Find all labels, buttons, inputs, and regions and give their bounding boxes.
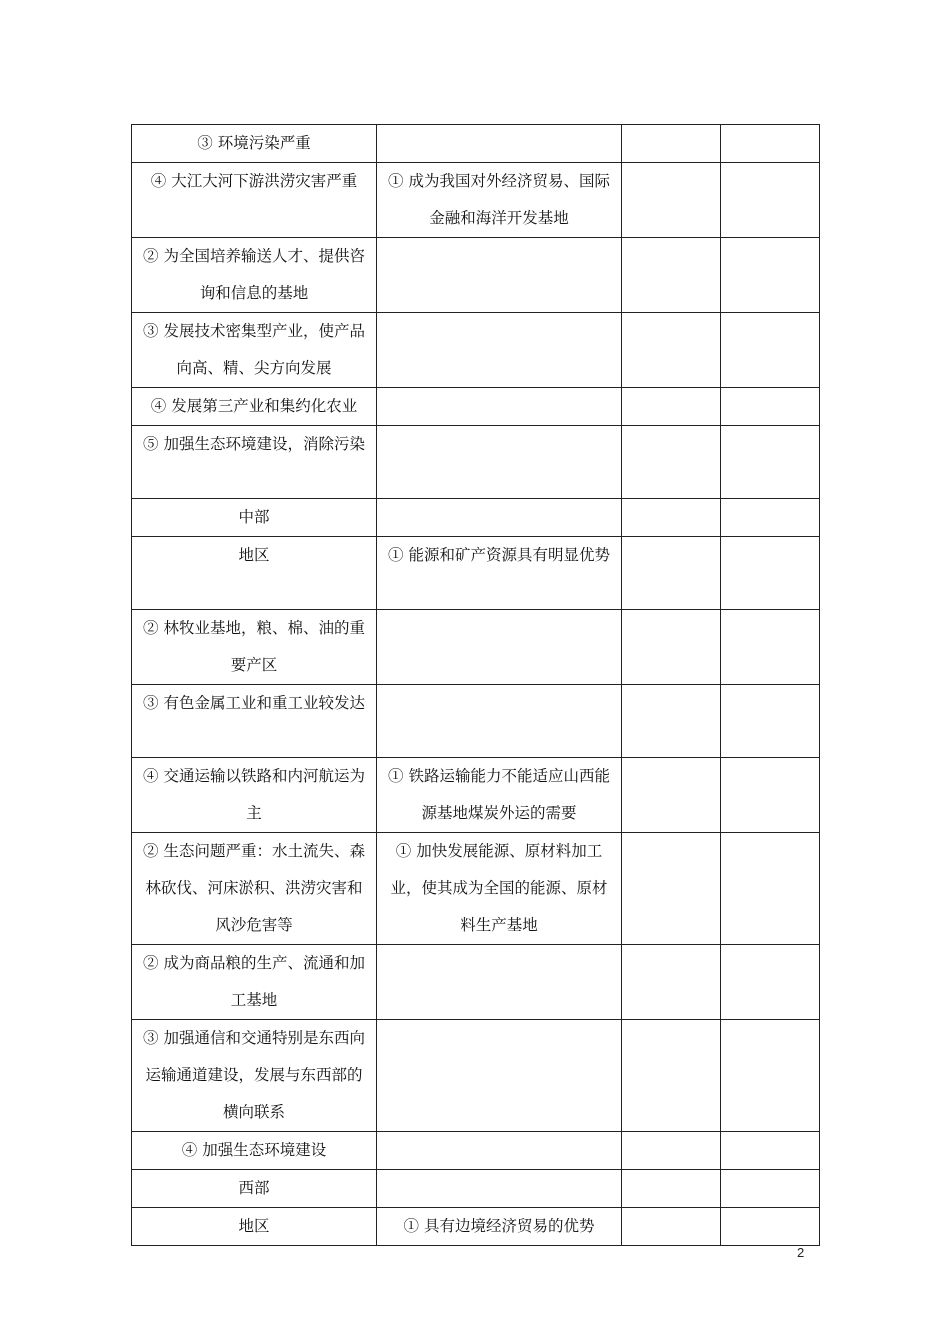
cell-column-1: ② 林牧业基地，粮、棉、油的重要产区 [132, 610, 377, 685]
cell-column-2 [377, 238, 622, 313]
cell-column-3 [622, 685, 721, 758]
table-row [132, 685, 820, 758]
table-row [132, 125, 820, 163]
cell-column-4 [721, 313, 820, 388]
cell-column-2: ① 加快发展能源、原材料加工业，使其成为全国的能源、原材料生产基地 [377, 833, 622, 945]
cell-column-1: ⑤ 加强生态环境建设，消除污染 [132, 426, 377, 499]
cell-column-1: ② 生态问题严重：水土流失、森林砍伐、河床淤积、洪涝灾害和风沙危害等 [132, 833, 377, 945]
cell-column-4 [721, 1020, 820, 1132]
cell-column-1: 中部 [132, 499, 377, 537]
cell-column-4 [721, 610, 820, 685]
cell-column-4 [721, 499, 820, 537]
cell-column-4 [721, 1170, 820, 1208]
cell-column-3 [622, 426, 721, 499]
cell-column-3 [622, 610, 721, 685]
cell-column-1: ④ 发展第三产业和集约化农业 [132, 388, 377, 426]
table-row [132, 1132, 820, 1170]
cell-column-4 [721, 1208, 820, 1246]
cell-column-1: ② 为全国培养输送人才、提供咨询和信息的基地 [132, 238, 377, 313]
cell-column-1: ④ 大江大河下游洪涝灾害严重 [132, 163, 377, 238]
cell-column-2 [377, 125, 622, 163]
cell-column-2: ① 具有边境经济贸易的优势 [377, 1208, 622, 1246]
cell-column-4 [721, 685, 820, 758]
cell-column-2: ① 成为我国对外经济贸易、国际金融和海洋开发基地 [377, 163, 622, 238]
table-row [132, 426, 820, 499]
cell-column-1: 西部 [132, 1170, 377, 1208]
table-row [132, 758, 820, 833]
cell-column-3 [622, 1020, 721, 1132]
cell-column-3 [622, 537, 721, 610]
table-row [132, 833, 820, 945]
cell-column-3 [622, 1132, 721, 1170]
cell-column-2: ① 铁路运输能力不能适应山西能源基地煤炭外运的需要 [377, 758, 622, 833]
cell-column-4 [721, 163, 820, 238]
cell-column-2 [377, 685, 622, 758]
table-row [132, 610, 820, 685]
table-row [132, 499, 820, 537]
cell-column-4 [721, 537, 820, 610]
cell-column-3 [622, 833, 721, 945]
cell-column-2 [377, 945, 622, 1020]
cell-column-1: ② 成为商品粮的生产、流通和加工基地 [132, 945, 377, 1020]
table-row [132, 1020, 820, 1132]
cell-column-3 [622, 163, 721, 238]
cell-column-1: ③ 发展技术密集型产业，使产品向高、精、尖方向发展 [132, 313, 377, 388]
cell-column-1: 地区 [132, 1208, 377, 1246]
page-number: 2 [797, 1245, 805, 1260]
cell-column-2 [377, 610, 622, 685]
table-row [132, 163, 820, 238]
table-row [132, 537, 820, 610]
cell-column-4 [721, 1132, 820, 1170]
cell-column-2 [377, 1132, 622, 1170]
cell-column-4 [721, 125, 820, 163]
cell-column-1: ③ 有色金属工业和重工业较发达 [132, 685, 377, 758]
cell-column-3 [622, 758, 721, 833]
cell-column-1: ④ 交通运输以铁路和内河航运为主 [132, 758, 377, 833]
table-row [132, 388, 820, 426]
cell-column-2 [377, 499, 622, 537]
cell-column-1: ③ 环境污染严重 [132, 125, 377, 163]
cell-column-2 [377, 1170, 622, 1208]
cell-column-3 [622, 388, 721, 426]
cell-column-1: ④ 加强生态环境建设 [132, 1132, 377, 1170]
cell-column-2 [377, 313, 622, 388]
cell-column-2 [377, 426, 622, 499]
cell-column-2: ① 能源和矿产资源具有明显优势 [377, 537, 622, 610]
cell-column-3 [622, 313, 721, 388]
cell-column-3 [622, 945, 721, 1020]
content-table [131, 124, 820, 1246]
cell-column-2 [377, 1020, 622, 1132]
cell-column-2 [377, 388, 622, 426]
cell-column-4 [721, 388, 820, 426]
table-row [132, 1170, 820, 1208]
cell-column-4 [721, 426, 820, 499]
table-row [132, 1208, 820, 1246]
cell-column-1: ③ 加强通信和交通特别是东西向运输通道建设，发展与东西部的横向联系 [132, 1020, 377, 1132]
cell-column-4 [721, 238, 820, 313]
cell-column-3 [622, 125, 721, 163]
table-row [132, 238, 820, 313]
cell-column-3 [622, 1170, 721, 1208]
cell-column-1: 地区 [132, 537, 377, 610]
cell-column-3 [622, 499, 721, 537]
cell-column-3 [622, 238, 721, 313]
cell-column-4 [721, 945, 820, 1020]
table-row [132, 313, 820, 388]
cell-column-4 [721, 758, 820, 833]
table-row [132, 945, 820, 1020]
cell-column-4 [721, 833, 820, 945]
cell-column-3 [622, 1208, 721, 1246]
